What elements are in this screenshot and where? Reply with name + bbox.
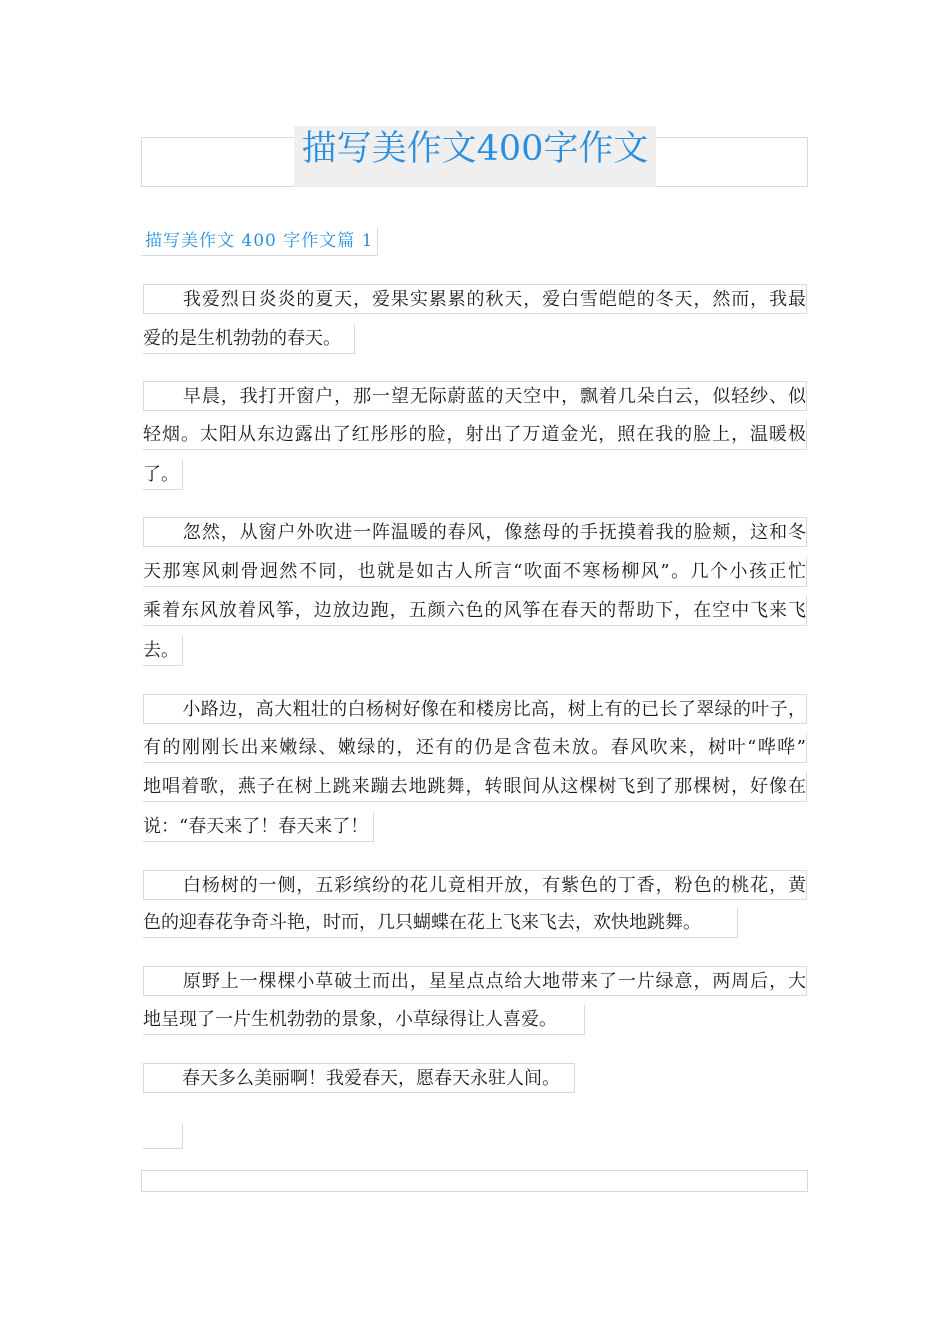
paragraph-line: 早晨，我打开窗户，那一望无际蔚蓝的天空中，飘着几朵白云，似轻纱、似 (143, 381, 807, 411)
paragraph-line: 去。 (143, 636, 183, 666)
paragraph-line: 爱的是生机勃勃的春天。 (143, 324, 355, 354)
paragraph-line: 有的刚刚长出来嫩绿、嫩绿的，还有的仍是含苞未放。春风吹来，树叶“哗哗” (143, 733, 807, 763)
paragraph-line: 小路边，高大粗壮的白杨树好像在和楼房比高，树上有的已长了翠绿的叶子， (143, 694, 807, 724)
paragraph-line: 天那寒风刺骨迥然不同，也就是如古人所言“吹面不寒杨柳风”。几个小孩正忙 (143, 557, 807, 587)
paragraph-line: 说：“春天来了！春天来了！ (143, 812, 374, 842)
paragraph-line: 白杨树的一侧，五彩缤纷的花儿竟相开放，有紫色的丁香，粉色的桃花，黄 (143, 870, 807, 900)
document-title: 描写美作文400字作文 (301, 129, 649, 169)
paragraph-line: 地呈现了一片生机勃勃的景象，小草绿得让人喜爱。 (143, 1005, 585, 1035)
paragraph-line: 忽然，从窗户外吹进一阵温暖的春风，像慈母的手抚摸着我的脸颊，这和冬 (143, 517, 807, 547)
paragraph-line: 色的迎春花争奇斗艳，时而，几只蝴蝶在花上飞来飞去，欢快地跳舞。 (143, 908, 738, 938)
paragraph-line: 了。 (143, 460, 183, 490)
paragraph-line: 地唱着歌，燕子在树上跳来蹦去地跳舞，转眼间从这棵树飞到了那棵树，好像在 (143, 772, 807, 802)
paragraph-line: 原野上一棵棵小草破土而出，星星点点给大地带来了一片绿意，两周后，大 (143, 966, 807, 996)
footer-frame (141, 1170, 808, 1192)
paragraph-line: 春天多么美丽啊！我爱春天，愿春天永驻人间。 (143, 1063, 575, 1093)
paragraph-line: 乘着东风放着风筝，边放边跑，五颜六色的风筝在春天的帮助下，在空中飞来飞 (143, 596, 807, 626)
paragraph-line: 我爱烈日炎炎的夏天，爱果实累累的秋天，爱白雪皑皑的冬天，然而，我最 (143, 284, 807, 314)
empty-paragraph-frame (143, 1124, 183, 1149)
paragraph-line: 轻烟。太阳从东边露出了红彤彤的脸，射出了万道金光，照在我的脸上，温暖极 (143, 420, 807, 450)
section-heading: 描写美作文 400 字作文篇 1 (141, 228, 378, 256)
